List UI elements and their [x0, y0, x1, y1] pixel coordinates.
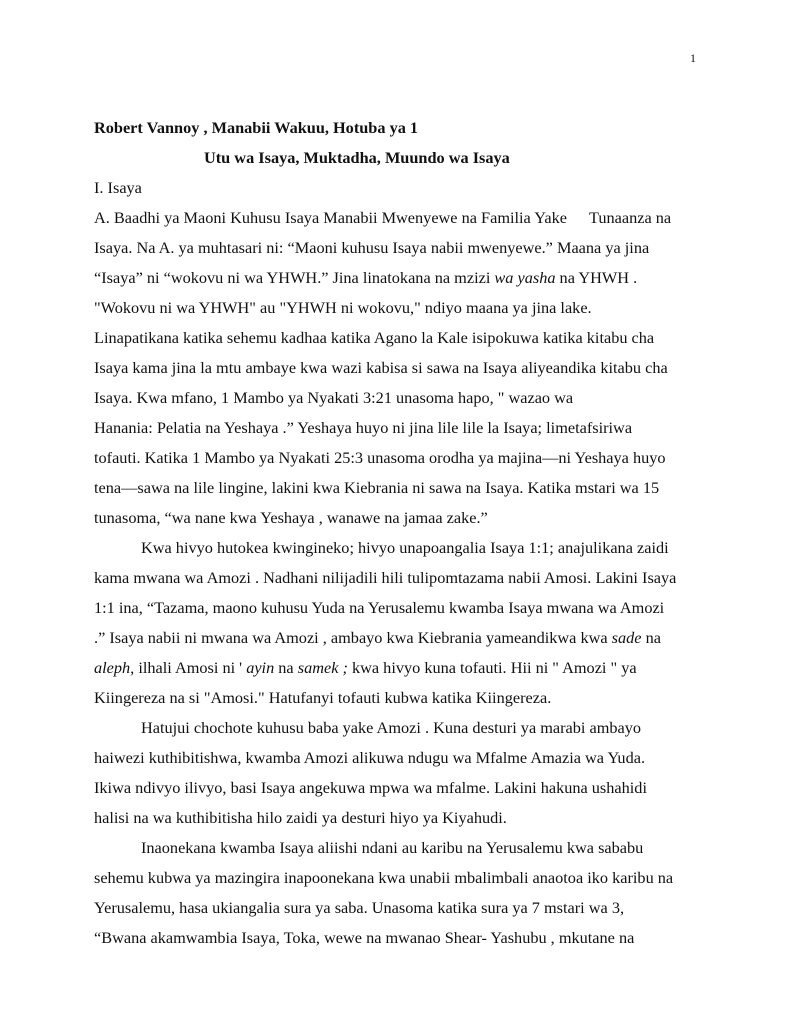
text-line — [94, 263, 734, 293]
text-line: Kiingereza na si "Amosi." Hatufanyi tofauti kubwa katika Kiingereza. — [94, 688, 552, 707]
text-line: Hanania: Pelatia na Yeshaya .” Yeshaya huyo ni jina lile lile la Isaya; limetafsiriwa — [94, 418, 633, 437]
text-span: na — [274, 658, 298, 677]
section-heading: I. Isaya — [94, 178, 142, 197]
text-span: na — [641, 628, 661, 647]
paragraph-first-line: Kwa hivyo hutokea kwingineko; hivyo unapoangalia Isaya 1:1; anajulikana zaidi — [141, 538, 669, 557]
italic-term: wa yasha — [494, 268, 556, 287]
text-line: sehemu kubwa ya mazingira inapoonekana kwa unabii mbalimbali anaotoa iko karibu na — [94, 868, 674, 887]
text-line: Ikiwa ndivyo ilivyo, basi Isaya angekuwa mpwa wa mfalme. Lakini hakuna ushahidi — [94, 778, 647, 797]
text-line — [94, 203, 734, 233]
text-line: Yerusalemu, hasa ukiangalia sura ya saba. Unasoma katika sura ya 7 mstari wa 3, — [94, 898, 625, 917]
italic-term: samek ; — [297, 658, 348, 677]
text-line: Linapatikana katika sehemu kadhaa katika Agano la Kale isipokuwa katika kitabu cha — [94, 328, 655, 347]
text-line: Isaya. Kwa mfano, 1 Mambo ya Nyakati 3:21 unasoma hapo, " wazao wa — [94, 388, 574, 407]
text-span: na YHWH . — [555, 268, 638, 287]
text-line: tena—sawa na lile lingine, lakini kwa Kiebrania ni sawa na Isaya. Katika mstari wa 15 — [94, 478, 660, 497]
document-body — [94, 113, 734, 953]
text-line: Isaya kama jina la mtu ambaye kwa wazi kabisa si sawa na Isaya aliyeandika kitabu cha — [94, 358, 668, 377]
text-span: “Isaya” ni “wokovu ni wa YHWH.” Jina linatokana na mzizi — [94, 268, 495, 287]
subsection-heading: A. Baadhi ya Maoni Kuhusu Isaya Manabii Mwenyewe na Familia Yake — [94, 208, 567, 227]
text-line: Isaya. Na A. ya muhtasari ni: “Maoni kuhusu Isaya nabii mwenyewe.” Maana ya jina — [94, 238, 650, 257]
text-line: “Bwana akamwambia Isaya, Toka, wewe na mwanao Shear- Yashubu , mkutane na — [94, 928, 635, 947]
page-number: 1 — [690, 51, 696, 65]
italic-term: ayin — [246, 658, 275, 677]
text-line: tunasoma, “wa nane kwa Yeshaya , wanawe na jamaa zake.” — [94, 508, 488, 527]
document-title: Robert Vannoy , Manabii Wakuu, Hotuba ya 1 — [94, 118, 419, 137]
text-line: haiwezi kuthibitishwa, kwamba Amozi alikuwa ndugu wa Mfalme Amazia wa Yuda. — [94, 748, 646, 767]
text-line: 1:1 ina, “Tazama, maono kuhusu Yuda na Yerusalemu kwamba Isaya mwana wa Amozi — [94, 598, 665, 617]
paragraph-first-line: Hatujui chochote kuhusu baba yake Amozi . Kuna desturi ya marabi ambayo — [141, 718, 642, 737]
italic-term: aleph, — [94, 658, 135, 677]
italic-term: sade — [611, 628, 642, 647]
text-line — [94, 623, 734, 653]
text-span: ilhali Amosi ni ' — [134, 658, 247, 677]
text-span: .” Isaya nabii ni mwana wa Amozi , ambayo kwa Kiebrania yameandikwa kwa — [94, 628, 612, 647]
text-line — [94, 653, 734, 683]
text-line: "Wokovu ni wa YHWH" au "YHWH ni wokovu," ndiyo maana ya jina lake. — [94, 298, 592, 317]
text-line: tofauti. Katika 1 Mambo ya Nyakati 25:3 unasoma orodha ya majina—ni Yeshaya huyo — [94, 448, 666, 467]
text-line: halisi na wa kuthibitisha hilo zaidi ya desturi hiyo ya Kiyahudi. — [94, 808, 507, 827]
text-span: kwa hivyo kuna tofauti. Hii ni " Amozi " ya — [347, 658, 637, 677]
document-subtitle: Utu wa Isaya, Muktadha, Muundo wa Isaya — [204, 148, 510, 167]
paragraph-first-line: Inaonekana kwamba Isaya aliishi ndani au karibu na Yerusalemu kwa sababu — [141, 838, 644, 857]
text-line: kama mwana wa Amozi . Nadhani nilijadili hili tulipomtazama nabii Amosi. Lakini Isaya — [94, 568, 677, 587]
text-span: Tunaanza na — [588, 208, 672, 227]
